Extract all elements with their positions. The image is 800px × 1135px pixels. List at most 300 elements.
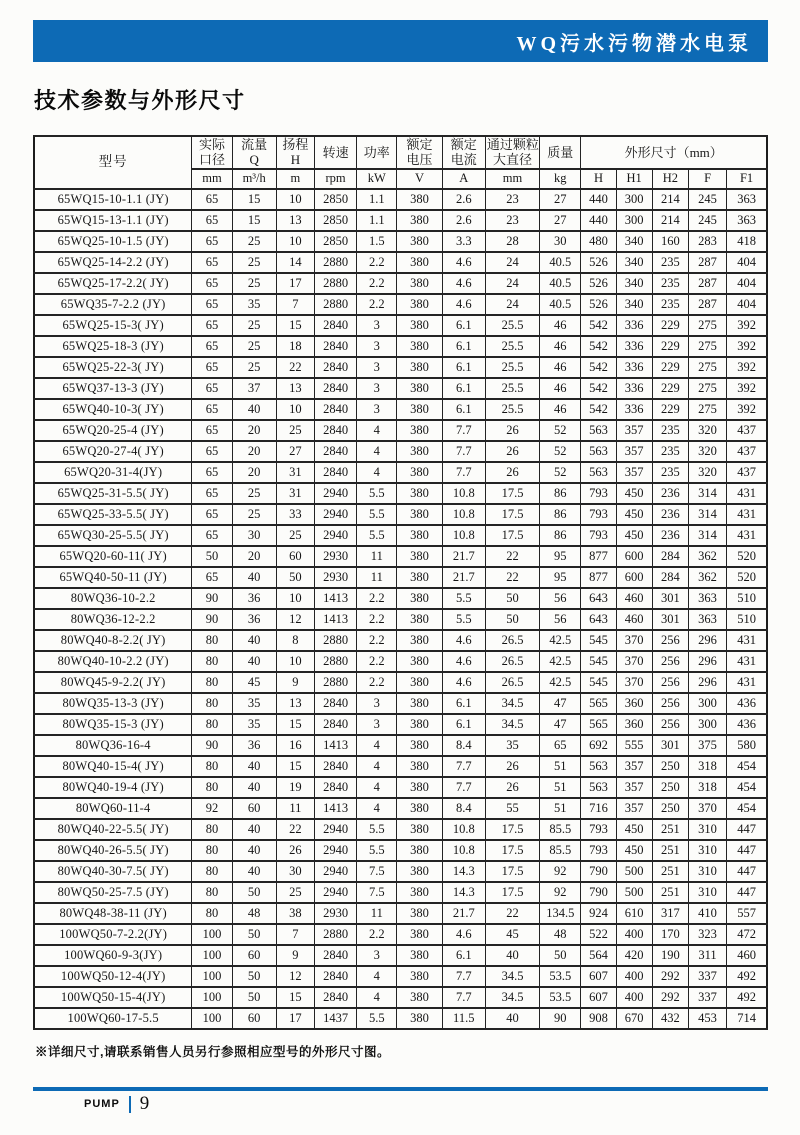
value-cell: 3.3 <box>442 231 485 252</box>
table-row <box>34 1008 767 1029</box>
model-cell: 100WQ50-12-4(JY) <box>34 966 192 987</box>
table-row <box>34 861 767 882</box>
value-cell: 793 <box>581 840 616 861</box>
value-cell: 16 <box>276 735 314 756</box>
value-cell: 22 <box>485 546 539 567</box>
table-row <box>34 987 767 1008</box>
value-cell: 35 <box>232 714 276 735</box>
model-cell: 65WQ40-10-3( JY) <box>34 399 192 420</box>
value-cell: 92 <box>192 798 232 819</box>
value-cell: 22 <box>485 903 539 924</box>
value-cell: 17.5 <box>485 882 539 903</box>
value-cell: 25 <box>232 504 276 525</box>
value-cell: 25 <box>232 357 276 378</box>
value-cell: 563 <box>581 420 616 441</box>
value-cell: 292 <box>652 987 688 1008</box>
value-cell: 2940 <box>314 483 356 504</box>
value-cell: 3 <box>357 357 397 378</box>
table-row <box>34 525 767 546</box>
value-cell: 380 <box>397 987 442 1008</box>
value-cell: 600 <box>616 546 652 567</box>
value-cell: 31 <box>276 483 314 504</box>
value-cell: 251 <box>652 882 688 903</box>
table-row <box>34 798 767 819</box>
model-cell: 65WQ25-33-5.5( JY) <box>34 504 192 525</box>
value-cell: 437 <box>727 462 767 483</box>
value-cell: 275 <box>688 336 726 357</box>
value-cell: 431 <box>727 504 767 525</box>
value-cell: 310 <box>688 882 726 903</box>
value-cell: 46 <box>540 399 581 420</box>
value-cell: 47 <box>540 693 581 714</box>
table-row <box>34 294 767 315</box>
value-cell: 33 <box>276 504 314 525</box>
value-cell: 4 <box>357 987 397 1008</box>
value-cell: 565 <box>581 714 616 735</box>
value-cell: 11 <box>357 903 397 924</box>
value-cell: 375 <box>688 735 726 756</box>
model-cell: 80WQ48-38-11 (JY) <box>34 903 192 924</box>
value-cell: 50 <box>485 609 539 630</box>
table-row <box>34 651 767 672</box>
value-cell: 86 <box>540 525 581 546</box>
value-cell: 65 <box>192 399 232 420</box>
value-cell: 2840 <box>314 315 356 336</box>
value-cell: 2880 <box>314 924 356 945</box>
value-cell: 370 <box>616 651 652 672</box>
value-cell: 564 <box>581 945 616 966</box>
value-cell: 26.5 <box>485 651 539 672</box>
value-cell: 2840 <box>314 420 356 441</box>
value-cell: 25 <box>232 273 276 294</box>
value-cell: 360 <box>616 714 652 735</box>
unit-header: V <box>397 169 442 189</box>
spec-table-body <box>34 189 767 1029</box>
value-cell: 2.2 <box>357 294 397 315</box>
value-cell: 2840 <box>314 945 356 966</box>
value-cell: 296 <box>688 630 726 651</box>
value-cell: 340 <box>616 231 652 252</box>
spec-table <box>33 135 768 1030</box>
value-cell: 1.5 <box>357 231 397 252</box>
table-row <box>34 693 767 714</box>
value-cell: 14.3 <box>442 861 485 882</box>
value-cell: 450 <box>616 525 652 546</box>
model-cell: 80WQ45-9-2.2( JY) <box>34 672 192 693</box>
value-cell: 380 <box>397 399 442 420</box>
unit-header: rpm <box>314 169 356 189</box>
value-cell: 643 <box>581 588 616 609</box>
value-cell: 380 <box>397 714 442 735</box>
value-cell: 432 <box>652 1008 688 1029</box>
value-cell: 453 <box>688 1008 726 1029</box>
value-cell: 65 <box>192 504 232 525</box>
value-cell: 25.5 <box>485 357 539 378</box>
value-cell: 563 <box>581 777 616 798</box>
model-cell: 65WQ15-10-1.1 (JY) <box>34 189 192 210</box>
value-cell: 4.6 <box>442 252 485 273</box>
value-cell: 65 <box>192 210 232 231</box>
value-cell: 370 <box>616 630 652 651</box>
value-cell: 436 <box>727 714 767 735</box>
value-cell: 26 <box>276 840 314 861</box>
value-cell: 542 <box>581 378 616 399</box>
table-row <box>34 714 767 735</box>
value-cell: 555 <box>616 735 652 756</box>
value-cell: 340 <box>616 294 652 315</box>
value-cell: 229 <box>652 378 688 399</box>
value-cell: 25.5 <box>485 315 539 336</box>
value-cell: 580 <box>727 735 767 756</box>
value-cell: 5.5 <box>357 483 397 504</box>
value-cell: 60 <box>232 945 276 966</box>
value-cell: 50 <box>232 966 276 987</box>
value-cell: 380 <box>397 273 442 294</box>
value-cell: 454 <box>727 798 767 819</box>
value-cell: 214 <box>652 210 688 231</box>
value-cell: 100 <box>192 924 232 945</box>
value-cell: 256 <box>652 672 688 693</box>
value-cell: 563 <box>581 441 616 462</box>
value-cell: 95 <box>540 567 581 588</box>
value-cell: 4 <box>357 966 397 987</box>
value-cell: 2850 <box>314 210 356 231</box>
value-cell: 80 <box>192 882 232 903</box>
unit-header: m <box>276 169 314 189</box>
value-cell: 357 <box>616 777 652 798</box>
value-cell: 877 <box>581 546 616 567</box>
value-cell: 45 <box>232 672 276 693</box>
value-cell: 251 <box>652 861 688 882</box>
table-row <box>34 231 767 252</box>
value-cell: 92 <box>540 861 581 882</box>
value-cell: 526 <box>581 252 616 273</box>
value-cell: 26.5 <box>485 672 539 693</box>
model-cell: 65WQ20-25-4 (JY) <box>34 420 192 441</box>
value-cell: 48 <box>540 924 581 945</box>
value-cell: 336 <box>616 357 652 378</box>
value-cell: 380 <box>397 294 442 315</box>
value-cell: 2840 <box>314 399 356 420</box>
value-cell: 4 <box>357 441 397 462</box>
value-cell: 21.7 <box>442 903 485 924</box>
value-cell: 4.6 <box>442 273 485 294</box>
model-cell: 80WQ35-15-3 (JY) <box>34 714 192 735</box>
value-cell: 60 <box>232 798 276 819</box>
value-cell: 400 <box>616 987 652 1008</box>
value-cell: 1413 <box>314 798 356 819</box>
value-cell: 40 <box>485 945 539 966</box>
value-cell: 52 <box>540 441 581 462</box>
value-cell: 65 <box>192 378 232 399</box>
value-cell: 23 <box>485 210 539 231</box>
value-cell: 6.1 <box>442 336 485 357</box>
value-cell: 447 <box>727 882 767 903</box>
value-cell: 1413 <box>314 588 356 609</box>
value-cell: 10.8 <box>442 819 485 840</box>
value-cell: 283 <box>688 231 726 252</box>
model-cell: 65WQ25-15-3( JY) <box>34 315 192 336</box>
value-cell: 4.6 <box>442 294 485 315</box>
value-cell: 17.5 <box>485 840 539 861</box>
banner-title: WQ污水污物潜水电泵 <box>516 32 752 55</box>
value-cell: 256 <box>652 630 688 651</box>
value-cell: 26.5 <box>485 630 539 651</box>
value-cell: 56 <box>540 609 581 630</box>
value-cell: 40 <box>232 777 276 798</box>
value-cell: 65 <box>192 420 232 441</box>
value-cell: 40 <box>232 861 276 882</box>
value-cell: 380 <box>397 609 442 630</box>
value-cell: 46 <box>540 336 581 357</box>
value-cell: 2.2 <box>357 651 397 672</box>
model-cell: 65WQ30-25-5.5( JY) <box>34 525 192 546</box>
table-row <box>34 756 767 777</box>
value-cell: 10 <box>276 399 314 420</box>
value-cell: 53.5 <box>540 966 581 987</box>
footer-divider <box>33 1087 768 1091</box>
value-cell: 300 <box>688 714 726 735</box>
model-cell: 65WQ35-7-2.2 (JY) <box>34 294 192 315</box>
value-cell: 38 <box>276 903 314 924</box>
value-cell: 13 <box>276 693 314 714</box>
model-cell: 80WQ35-13-3 (JY) <box>34 693 192 714</box>
value-cell: 340 <box>616 273 652 294</box>
value-cell: 170 <box>652 924 688 945</box>
column-header: 额定 电压 <box>397 136 442 169</box>
value-cell: 80 <box>192 714 232 735</box>
value-cell: 7.7 <box>442 441 485 462</box>
value-cell: 11 <box>357 567 397 588</box>
value-cell: 431 <box>727 672 767 693</box>
value-cell: 12 <box>276 609 314 630</box>
value-cell: 362 <box>688 546 726 567</box>
value-cell: 250 <box>652 798 688 819</box>
value-cell: 380 <box>397 903 442 924</box>
footnote: ※详细尺寸,请联系销售人员另行参照相应型号的外形尺寸图。 <box>35 1045 390 1059</box>
value-cell: 25 <box>232 315 276 336</box>
table-row <box>34 420 767 441</box>
value-cell: 40 <box>232 840 276 861</box>
dimensions-group-header: 外形尺寸（mm） <box>581 136 767 169</box>
model-cell: 80WQ60-11-4 <box>34 798 192 819</box>
value-cell: 7.7 <box>442 966 485 987</box>
table-row <box>34 483 767 504</box>
value-cell: 692 <box>581 735 616 756</box>
value-cell: 92 <box>540 882 581 903</box>
value-cell: 15 <box>276 756 314 777</box>
model-cell: 65WQ25-17-2.2( JY) <box>34 273 192 294</box>
value-cell: 542 <box>581 357 616 378</box>
value-cell: 565 <box>581 693 616 714</box>
value-cell: 542 <box>581 315 616 336</box>
value-cell: 8.4 <box>442 798 485 819</box>
value-cell: 50 <box>540 945 581 966</box>
value-cell: 27 <box>276 441 314 462</box>
table-row <box>34 966 767 987</box>
value-cell: 380 <box>397 483 442 504</box>
value-cell: 10 <box>276 189 314 210</box>
value-cell: 510 <box>727 588 767 609</box>
value-cell: 34.5 <box>485 966 539 987</box>
model-cell: 80WQ40-26-5.5( JY) <box>34 840 192 861</box>
value-cell: 545 <box>581 672 616 693</box>
value-cell: 160 <box>652 231 688 252</box>
value-cell: 17.5 <box>485 504 539 525</box>
value-cell: 37 <box>232 378 276 399</box>
value-cell: 500 <box>616 861 652 882</box>
table-row <box>34 924 767 945</box>
value-cell: 380 <box>397 840 442 861</box>
value-cell: 21.7 <box>442 546 485 567</box>
value-cell: 65 <box>192 567 232 588</box>
value-cell: 790 <box>581 882 616 903</box>
value-cell: 15 <box>276 315 314 336</box>
column-header: 扬程 H <box>276 136 314 169</box>
value-cell: 323 <box>688 924 726 945</box>
value-cell: 10.8 <box>442 840 485 861</box>
value-cell: 65 <box>192 189 232 210</box>
value-cell: 80 <box>192 777 232 798</box>
value-cell: 250 <box>652 756 688 777</box>
value-cell: 380 <box>397 651 442 672</box>
value-cell: 4 <box>357 462 397 483</box>
model-cell: 100WQ60-17-5.5 <box>34 1008 192 1029</box>
value-cell: 2.2 <box>357 630 397 651</box>
value-cell: 26 <box>485 462 539 483</box>
value-cell: 2940 <box>314 819 356 840</box>
value-cell: 7.5 <box>357 861 397 882</box>
value-cell: 1437 <box>314 1008 356 1029</box>
value-cell: 450 <box>616 483 652 504</box>
value-cell: 436 <box>727 693 767 714</box>
value-cell: 36 <box>232 609 276 630</box>
value-cell: 480 <box>581 231 616 252</box>
value-cell: 50 <box>232 987 276 1008</box>
value-cell: 90 <box>540 1008 581 1029</box>
value-cell: 2850 <box>314 231 356 252</box>
value-cell: 1.1 <box>357 189 397 210</box>
value-cell: 20 <box>232 441 276 462</box>
table-row <box>34 273 767 294</box>
value-cell: 380 <box>397 777 442 798</box>
value-cell: 53.5 <box>540 987 581 1008</box>
value-cell: 431 <box>727 651 767 672</box>
value-cell: 3 <box>357 336 397 357</box>
value-cell: 2.6 <box>442 210 485 231</box>
value-cell: 40 <box>232 819 276 840</box>
value-cell: 380 <box>397 882 442 903</box>
value-cell: 924 <box>581 903 616 924</box>
value-cell: 80 <box>192 693 232 714</box>
value-cell: 545 <box>581 630 616 651</box>
value-cell: 235 <box>652 273 688 294</box>
value-cell: 23 <box>485 189 539 210</box>
value-cell: 25 <box>232 336 276 357</box>
value-cell: 2850 <box>314 189 356 210</box>
value-cell: 31 <box>276 462 314 483</box>
value-cell: 447 <box>727 861 767 882</box>
table-row <box>34 189 767 210</box>
value-cell: 2930 <box>314 546 356 567</box>
column-header: 流量 Q <box>232 136 276 169</box>
value-cell: 793 <box>581 525 616 546</box>
value-cell: 2840 <box>314 357 356 378</box>
model-cell: 65WQ37-13-3 (JY) <box>34 378 192 399</box>
value-cell: 51 <box>540 798 581 819</box>
value-cell: 392 <box>727 357 767 378</box>
value-cell: 380 <box>397 1008 442 1029</box>
column-header: 通过颗粒 大直径 <box>486 137 539 168</box>
value-cell: 643 <box>581 609 616 630</box>
value-cell: 2940 <box>314 861 356 882</box>
value-cell: 7.7 <box>442 462 485 483</box>
model-cell: 65WQ15-13-1.1 (JY) <box>34 210 192 231</box>
value-cell: 292 <box>652 966 688 987</box>
value-cell: 337 <box>688 966 726 987</box>
table-row <box>34 462 767 483</box>
value-cell: 22 <box>276 819 314 840</box>
value-cell: 229 <box>652 399 688 420</box>
value-cell: 36 <box>232 588 276 609</box>
value-cell: 2840 <box>314 336 356 357</box>
value-cell: 10.8 <box>442 483 485 504</box>
value-cell: 65 <box>192 483 232 504</box>
unit-header: A <box>442 169 485 189</box>
value-cell: 2940 <box>314 840 356 861</box>
value-cell: 13 <box>276 210 314 231</box>
table-row <box>34 588 767 609</box>
value-cell: 311 <box>688 945 726 966</box>
value-cell: 65 <box>192 252 232 273</box>
value-cell: 46 <box>540 357 581 378</box>
value-cell: 3 <box>357 315 397 336</box>
value-cell: 46 <box>540 315 581 336</box>
value-cell: 25 <box>232 252 276 273</box>
value-cell: 7.7 <box>442 987 485 1008</box>
value-cell: 40.5 <box>540 252 581 273</box>
value-cell: 34.5 <box>485 693 539 714</box>
value-cell: 80 <box>192 672 232 693</box>
value-cell: 545 <box>581 651 616 672</box>
value-cell: 26 <box>485 420 539 441</box>
value-cell: 2.2 <box>357 924 397 945</box>
value-cell: 229 <box>652 357 688 378</box>
value-cell: 6.1 <box>442 378 485 399</box>
value-cell: 363 <box>727 210 767 231</box>
value-cell: 7.7 <box>442 777 485 798</box>
value-cell: 10 <box>276 588 314 609</box>
value-cell: 510 <box>727 609 767 630</box>
value-cell: 296 <box>688 651 726 672</box>
value-cell: 100 <box>192 1008 232 1029</box>
value-cell: 56 <box>540 588 581 609</box>
value-cell: 2940 <box>314 525 356 546</box>
value-cell: 610 <box>616 903 652 924</box>
table-row <box>34 399 767 420</box>
value-cell: 522 <box>581 924 616 945</box>
value-cell: 80 <box>192 840 232 861</box>
value-cell: 607 <box>581 966 616 987</box>
value-cell: 2.2 <box>357 672 397 693</box>
model-cell: 80WQ40-15-4( JY) <box>34 756 192 777</box>
value-cell: 380 <box>397 336 442 357</box>
value-cell: 3 <box>357 945 397 966</box>
value-cell: 6.1 <box>442 945 485 966</box>
column-header: 质量 <box>540 136 581 169</box>
value-cell: 256 <box>652 693 688 714</box>
value-cell: 336 <box>616 378 652 399</box>
